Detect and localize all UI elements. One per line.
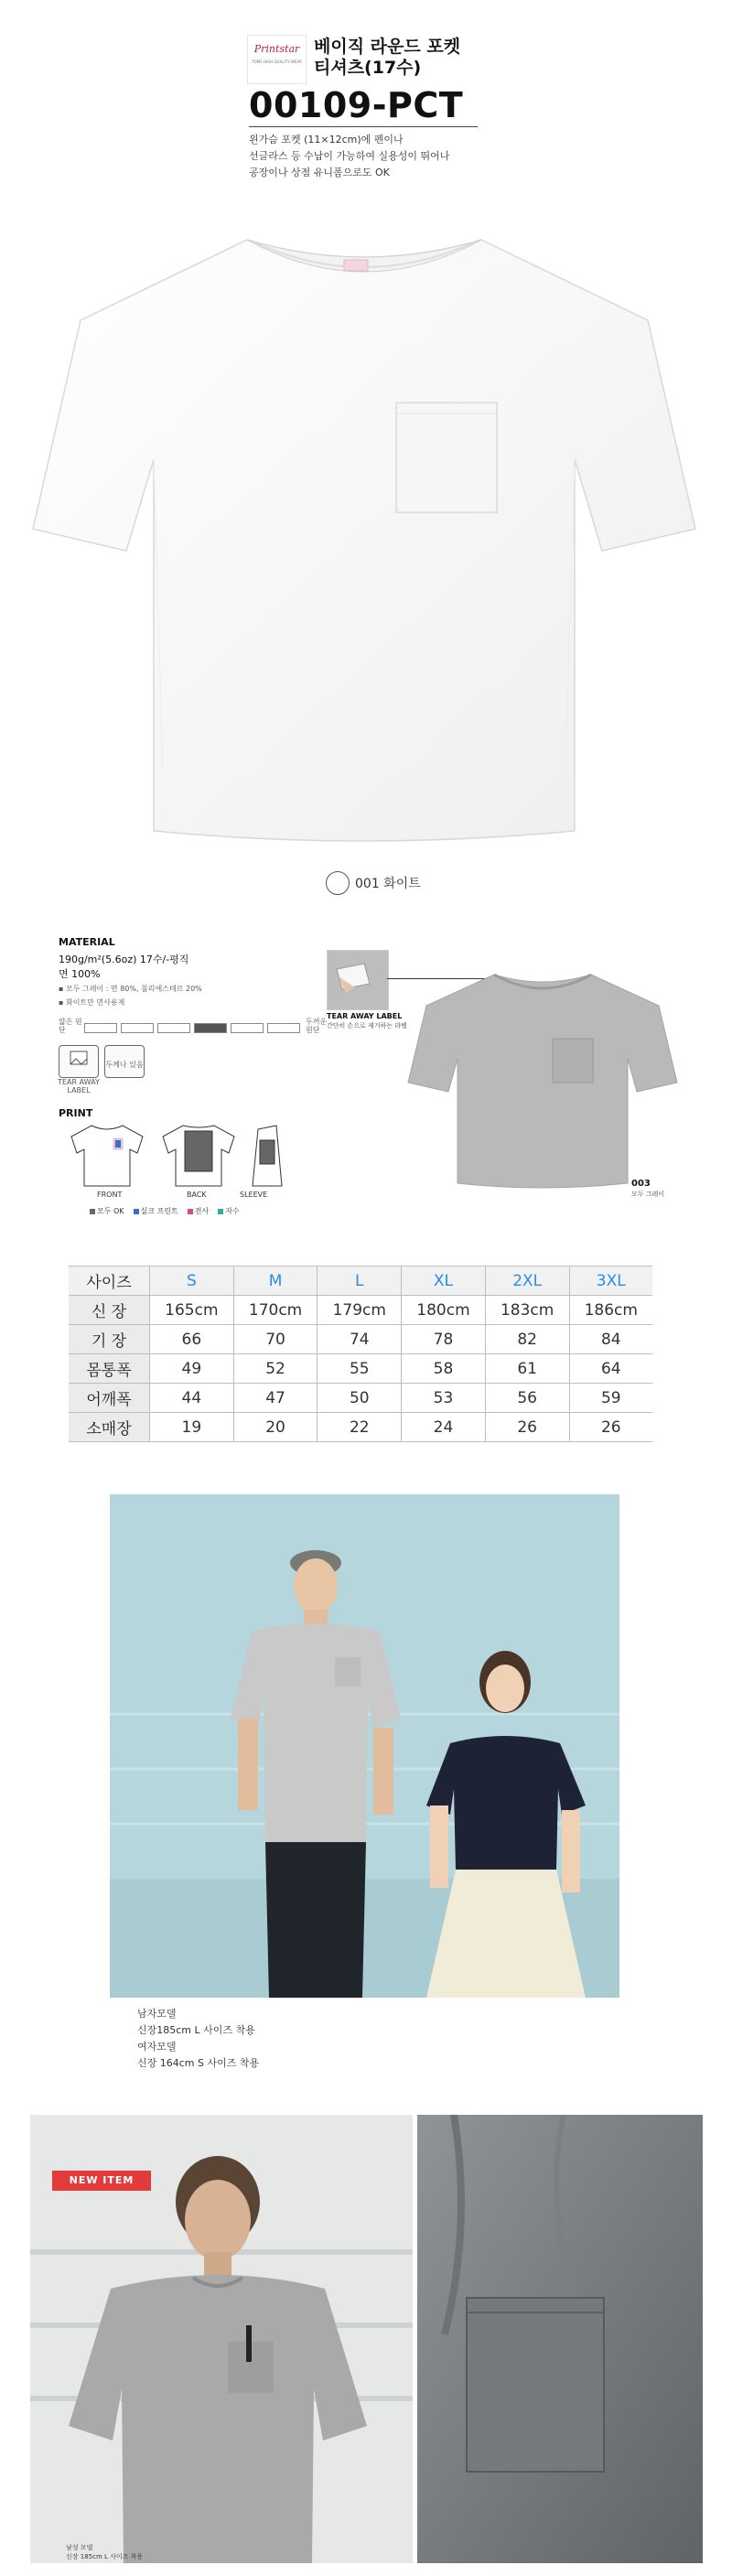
thickness-scale	[84, 1023, 300, 1033]
material-note: ▪ 모두 그레이 : 면 80%, 폴리에스테르 20%	[59, 985, 202, 993]
print-back-shirt-icon	[163, 1126, 234, 1186]
tear-away-label-text: TEAR AWAY LABEL	[58, 1078, 100, 1094]
product-title-line1: 베이직 라운드 포켓	[314, 37, 461, 57]
size-table-row	[69, 1384, 652, 1413]
size-cell: 74	[318, 1325, 402, 1354]
size-cell: M	[233, 1266, 318, 1296]
thickness-step	[194, 1023, 227, 1033]
thickness-step	[267, 1023, 300, 1033]
legend-label: 전사	[194, 1207, 210, 1215]
legend-item	[218, 1206, 239, 1216]
size-cell: 50	[318, 1384, 402, 1413]
female-model-caption: 여자모델	[137, 2041, 177, 2053]
size-cell: 3XL	[569, 1266, 652, 1296]
lifestyle-caption-size: 신장 185cm L 사이즈 착용	[66, 2553, 144, 2560]
size-cell: 26	[569, 1413, 652, 1442]
size-cell: 59	[569, 1384, 652, 1413]
color-swatch-white[interactable]	[326, 871, 350, 895]
size-cell: 180cm	[402, 1296, 486, 1325]
size-cell: 183cm	[485, 1296, 569, 1325]
size-cell: 55	[318, 1354, 402, 1384]
male-model-size: 신장185cm L 사이즈 착용	[137, 2024, 255, 2036]
print-back-label: BACK	[187, 1191, 207, 1199]
size-row-label: 신 장	[69, 1296, 150, 1325]
size-table-row	[69, 1296, 652, 1325]
size-cell: 170cm	[233, 1296, 318, 1325]
print-sleeve-label: SLEEVE	[240, 1191, 268, 1199]
code-divider	[249, 126, 478, 127]
material-note: ▪ 화이트만 면사용제	[59, 998, 125, 1007]
size-cell: 64	[569, 1354, 652, 1384]
lifestyle-caption: 남성 모델	[66, 2544, 93, 2551]
color-swatch-label: 001 화이트	[355, 877, 421, 891]
size-cell: 56	[485, 1384, 569, 1413]
legend-swatch	[90, 1209, 95, 1214]
legend-label: 자수	[225, 1207, 240, 1215]
legend-item	[90, 1206, 124, 1216]
product-title	[314, 37, 552, 79]
material-heading: MATERIAL	[59, 936, 115, 948]
product-description	[249, 132, 487, 181]
size-cell: 66	[150, 1325, 234, 1354]
brand-logo	[247, 35, 307, 84]
thickness-step	[121, 1023, 154, 1033]
print-legend	[90, 1206, 240, 1216]
size-row-label: 기 장	[69, 1325, 150, 1354]
size-cell: 84	[569, 1325, 652, 1354]
size-cell: 47	[233, 1384, 318, 1413]
material-fabric: 면 100%	[59, 968, 101, 980]
product-code: 00109-PCT	[249, 85, 464, 125]
legend-label: 실크 프린트	[140, 1207, 178, 1215]
desc-line: 선글라스 등 수납이 가능하여 실용성이 뛰어나	[249, 150, 450, 162]
size-table-row	[69, 1413, 652, 1442]
size-table	[69, 1266, 652, 1442]
size-cell: XL	[402, 1266, 486, 1296]
product-title-line2: 티셔츠(17수)	[314, 58, 422, 78]
thickness-thick-label: 두꺼운 원단	[306, 1018, 328, 1034]
size-table-header	[69, 1266, 652, 1296]
grey-variant-code: 003	[631, 1179, 651, 1189]
material-weight: 190g/m²(5.6oz) 17수/-평직	[59, 954, 189, 965]
size-cell: 70	[233, 1325, 318, 1354]
legend-item	[188, 1206, 209, 1216]
tear-label-caption: TEAR AWAY LABEL	[327, 1012, 403, 1020]
size-cell: 61	[485, 1354, 569, 1384]
print-sleeve-icon	[253, 1126, 282, 1186]
pen-pocket-text: 두께나 있음	[105, 1061, 144, 1069]
thickness-step	[84, 1023, 117, 1033]
size-cell: 49	[150, 1354, 234, 1384]
size-row-label: 소매장	[69, 1413, 150, 1442]
size-row-label: 몸통폭	[69, 1354, 150, 1384]
print-area-diagram	[66, 1122, 322, 1190]
female-model-size: 신장 164cm S 사이즈 착용	[137, 2057, 260, 2069]
size-cell: 78	[402, 1325, 486, 1354]
grey-variant-name: 모두 그레이	[631, 1191, 665, 1198]
size-cell: 179cm	[318, 1296, 402, 1325]
print-heading: PRINT	[59, 1107, 93, 1119]
size-cell: 24	[402, 1413, 486, 1442]
material-note-text: 화이트만 면사용제	[65, 998, 125, 1007]
tear-away-label-icon	[59, 1045, 99, 1078]
size-cell: 165cm	[150, 1296, 234, 1325]
legend-item	[134, 1206, 178, 1216]
material-note-text: 모두 그레이 : 면 80%, 폴리에스테르 20%	[65, 985, 202, 993]
size-cell: S	[150, 1266, 234, 1296]
print-front-label: FRONT	[97, 1191, 123, 1199]
desc-line: 공장이나 상점 유니폼으로도 OK	[249, 167, 390, 178]
size-row-label: 사이즈	[69, 1266, 150, 1296]
size-cell: 52	[233, 1354, 318, 1384]
legend-swatch	[134, 1209, 139, 1214]
size-cell: 26	[485, 1413, 569, 1442]
print-front-shirt-icon	[71, 1126, 143, 1186]
size-cell: 2XL	[485, 1266, 569, 1296]
desc-line: 왼가슴 포켓 (11×12cm)에 펜이나	[249, 134, 404, 146]
new-item-badge: NEW ITEM	[52, 2171, 151, 2191]
legend-label: 모두 OK	[97, 1207, 124, 1215]
size-table-row	[69, 1354, 652, 1384]
size-cell: 53	[402, 1384, 486, 1413]
grey-tshirt-image	[392, 965, 694, 1194]
legend-swatch	[188, 1209, 193, 1214]
size-cell: 58	[402, 1354, 486, 1384]
size-cell: 82	[485, 1325, 569, 1354]
size-cell: 186cm	[569, 1296, 652, 1325]
size-table-row	[69, 1325, 652, 1354]
tear-away-label-photo	[327, 950, 389, 1010]
white-tshirt-image	[16, 220, 712, 851]
tear-label-subcaption: 간단히 손으로 제거하는 라벨	[327, 1022, 407, 1029]
pocket-closeup-photo	[417, 2115, 703, 2563]
size-cell: 19	[150, 1413, 234, 1442]
brand-logo-script: Printstar	[253, 43, 300, 55]
male-model-caption: 남자모델	[137, 2008, 177, 2020]
brand-logo-tagline: TOMS HIGH QUALITY WEAR	[252, 59, 302, 64]
thickness-thin-label: 얇은 원단	[59, 1018, 82, 1034]
thickness-step	[231, 1023, 264, 1033]
size-cell: L	[318, 1266, 402, 1296]
size-cell: 20	[233, 1413, 318, 1442]
thickness-step	[157, 1023, 190, 1033]
size-row-label: 어깨폭	[69, 1384, 150, 1413]
model-photo	[110, 1494, 619, 1998]
size-cell: 44	[150, 1384, 234, 1413]
size-cell: 22	[318, 1413, 402, 1442]
legend-swatch	[218, 1209, 223, 1214]
